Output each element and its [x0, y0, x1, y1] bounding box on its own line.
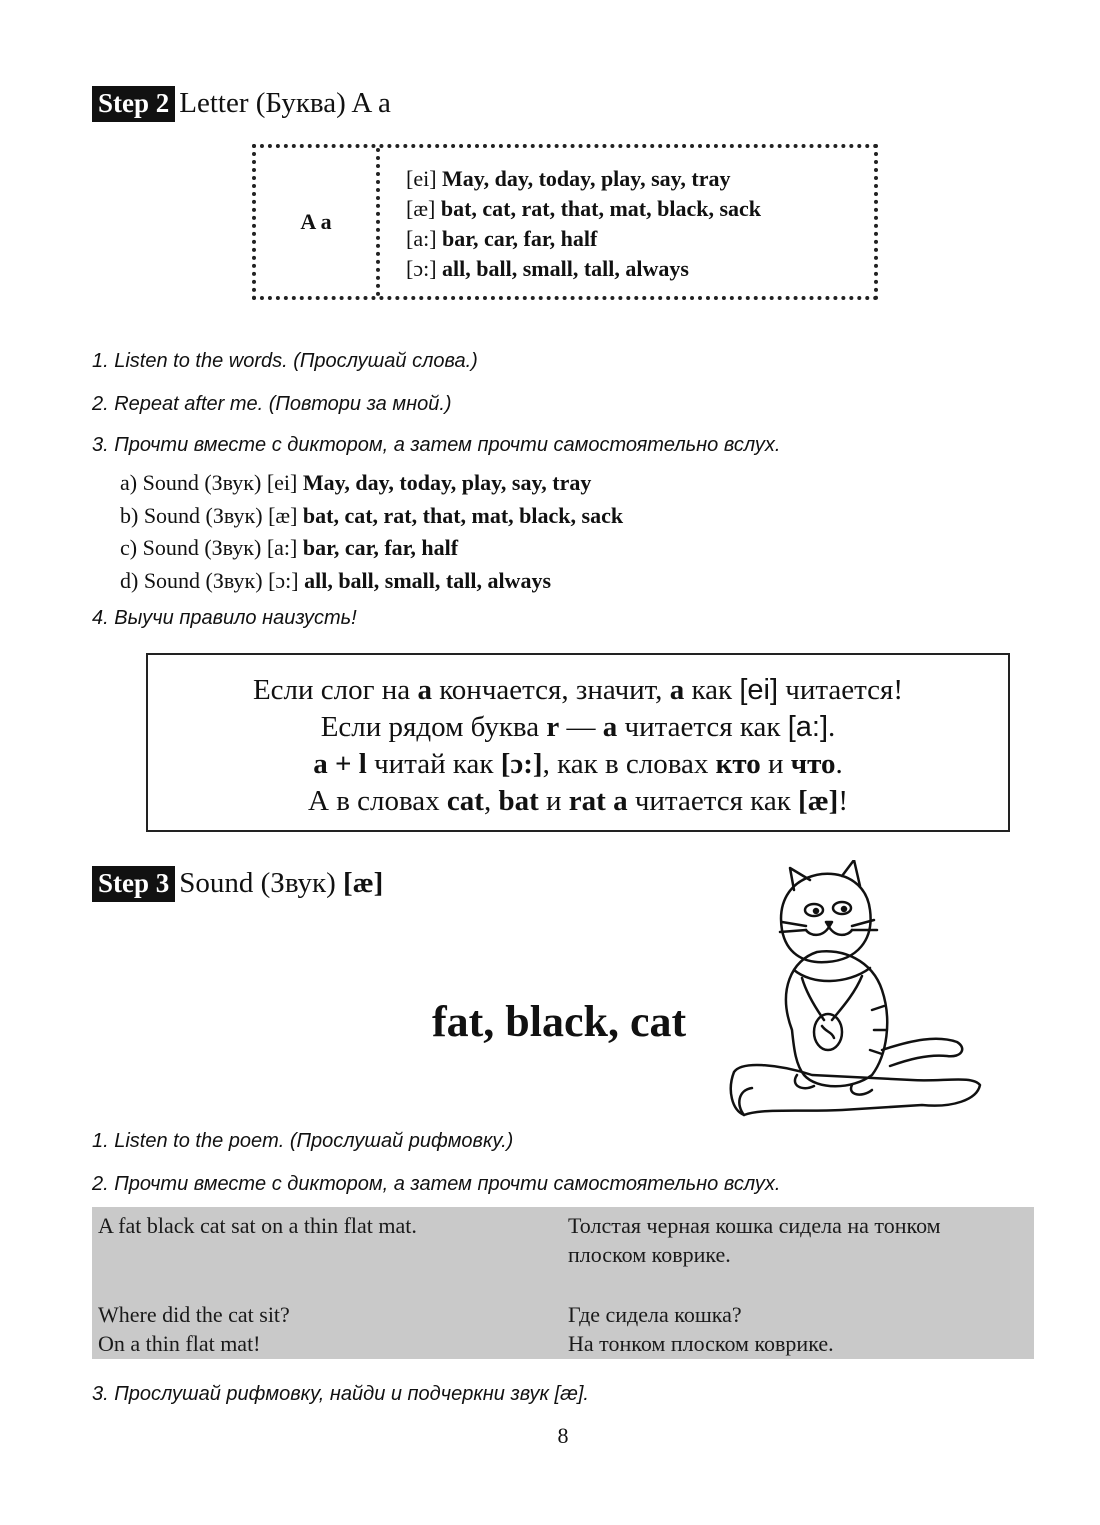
step2-header: [92, 86, 391, 120]
sound-row: [406, 194, 761, 224]
instruction-2: 2. Repeat after me. (Повтори за мной.): [92, 393, 452, 415]
letter-cell: A a: [300, 209, 332, 234]
sound-symbol: [æ]: [406, 196, 436, 221]
cat-icon: [722, 860, 984, 1122]
cat-illustration: [722, 860, 984, 1122]
poem-block: [92, 1207, 1034, 1359]
step2-title: Letter (Буква) A a: [179, 87, 391, 119]
step3-instruction-2: 2. Прочти вместе с диктором, а затем прочти самостоятельно вслух.: [92, 1173, 781, 1195]
sub-item-c: c) Sound (Звук) [a:] bar, car, far, half: [120, 535, 459, 560]
sound-words: bat, cat, rat, that, mat, black, sack: [440, 196, 762, 221]
step3-header: [92, 866, 383, 900]
sound-row: [406, 164, 761, 194]
poem-en-line-2: Where did the cat sit?: [98, 1302, 290, 1327]
rule-line-1: Если слог на а кончается, значит, а как [ei] читается!: [252, 674, 904, 706]
instruction-3: 3. Прочти вместе с диктором, а затем прочти самостоятельно вслух.: [92, 434, 781, 456]
step3-instruction-1: 1. Listen to the poem. (Прослушай рифмовку.): [92, 1130, 514, 1152]
page-number: 8: [557, 1423, 569, 1448]
headline: fat, black, cat: [432, 997, 687, 1046]
sound-words: May, day, today, play, say, tray: [442, 166, 731, 191]
poem-ru-line-2: Где сидела кошка?: [568, 1302, 742, 1327]
step2-badge: Step 2: [92, 86, 175, 122]
poem-en-line-1: A fat black cat sat on a thin flat mat.: [98, 1213, 417, 1238]
sound-row: [406, 224, 761, 254]
sound-words: bar, car, far, half: [442, 226, 598, 251]
sound-list: [406, 164, 761, 284]
letter-table: [252, 144, 878, 300]
instruction-4: 4. Выучи правило наизусть!: [92, 607, 357, 629]
rule-box: [146, 653, 1010, 832]
rule-line-2: Если рядом буква r — a читается как [a:].: [320, 711, 836, 743]
sound-symbol: [ɔ:]: [406, 256, 437, 281]
sound-words: all, ball, small, tall, always: [442, 256, 689, 281]
sound-symbol: [ei]: [406, 166, 437, 191]
instruction-1: 1. Listen to the words. (Прослушай слова.): [92, 350, 478, 372]
rule-line-4: А в словах cat, bat и rat a читается как [æ]!: [308, 785, 848, 817]
poem-ru-line-3: На тонком плоском коврике.: [568, 1331, 834, 1356]
step3-title: Sound (Звук) [æ]: [179, 867, 384, 899]
sub-item-b: b) Sound (Звук) [æ] bat, cat, rat, that, mat, black, sack: [120, 503, 624, 528]
rule-line-3: a + l читай как [ɔ:], как в словах кто и что.: [313, 748, 843, 780]
sound-row: [406, 254, 761, 284]
sub-item-a: a) Sound (Звук) [ei] May, day, today, play, say, tray: [120, 470, 592, 495]
poem-en-line-3: On a thin flat mat!: [98, 1331, 261, 1356]
poem-ru-line-1a: Толстая черная кошка сидела на тонком: [568, 1213, 941, 1238]
poem-ru-line-1b: плоском коврике.: [568, 1242, 731, 1267]
table-divider: [376, 148, 380, 296]
step3-badge: Step 3: [92, 866, 175, 902]
sound-symbol: [a:]: [406, 226, 437, 251]
step3-instruction-3: 3. Прослушай рифмовку, найди и подчеркни звук [æ].: [92, 1383, 589, 1405]
sub-item-d: d) Sound (Звук) [ɔ:] all, ball, small, tall, always: [120, 568, 552, 593]
